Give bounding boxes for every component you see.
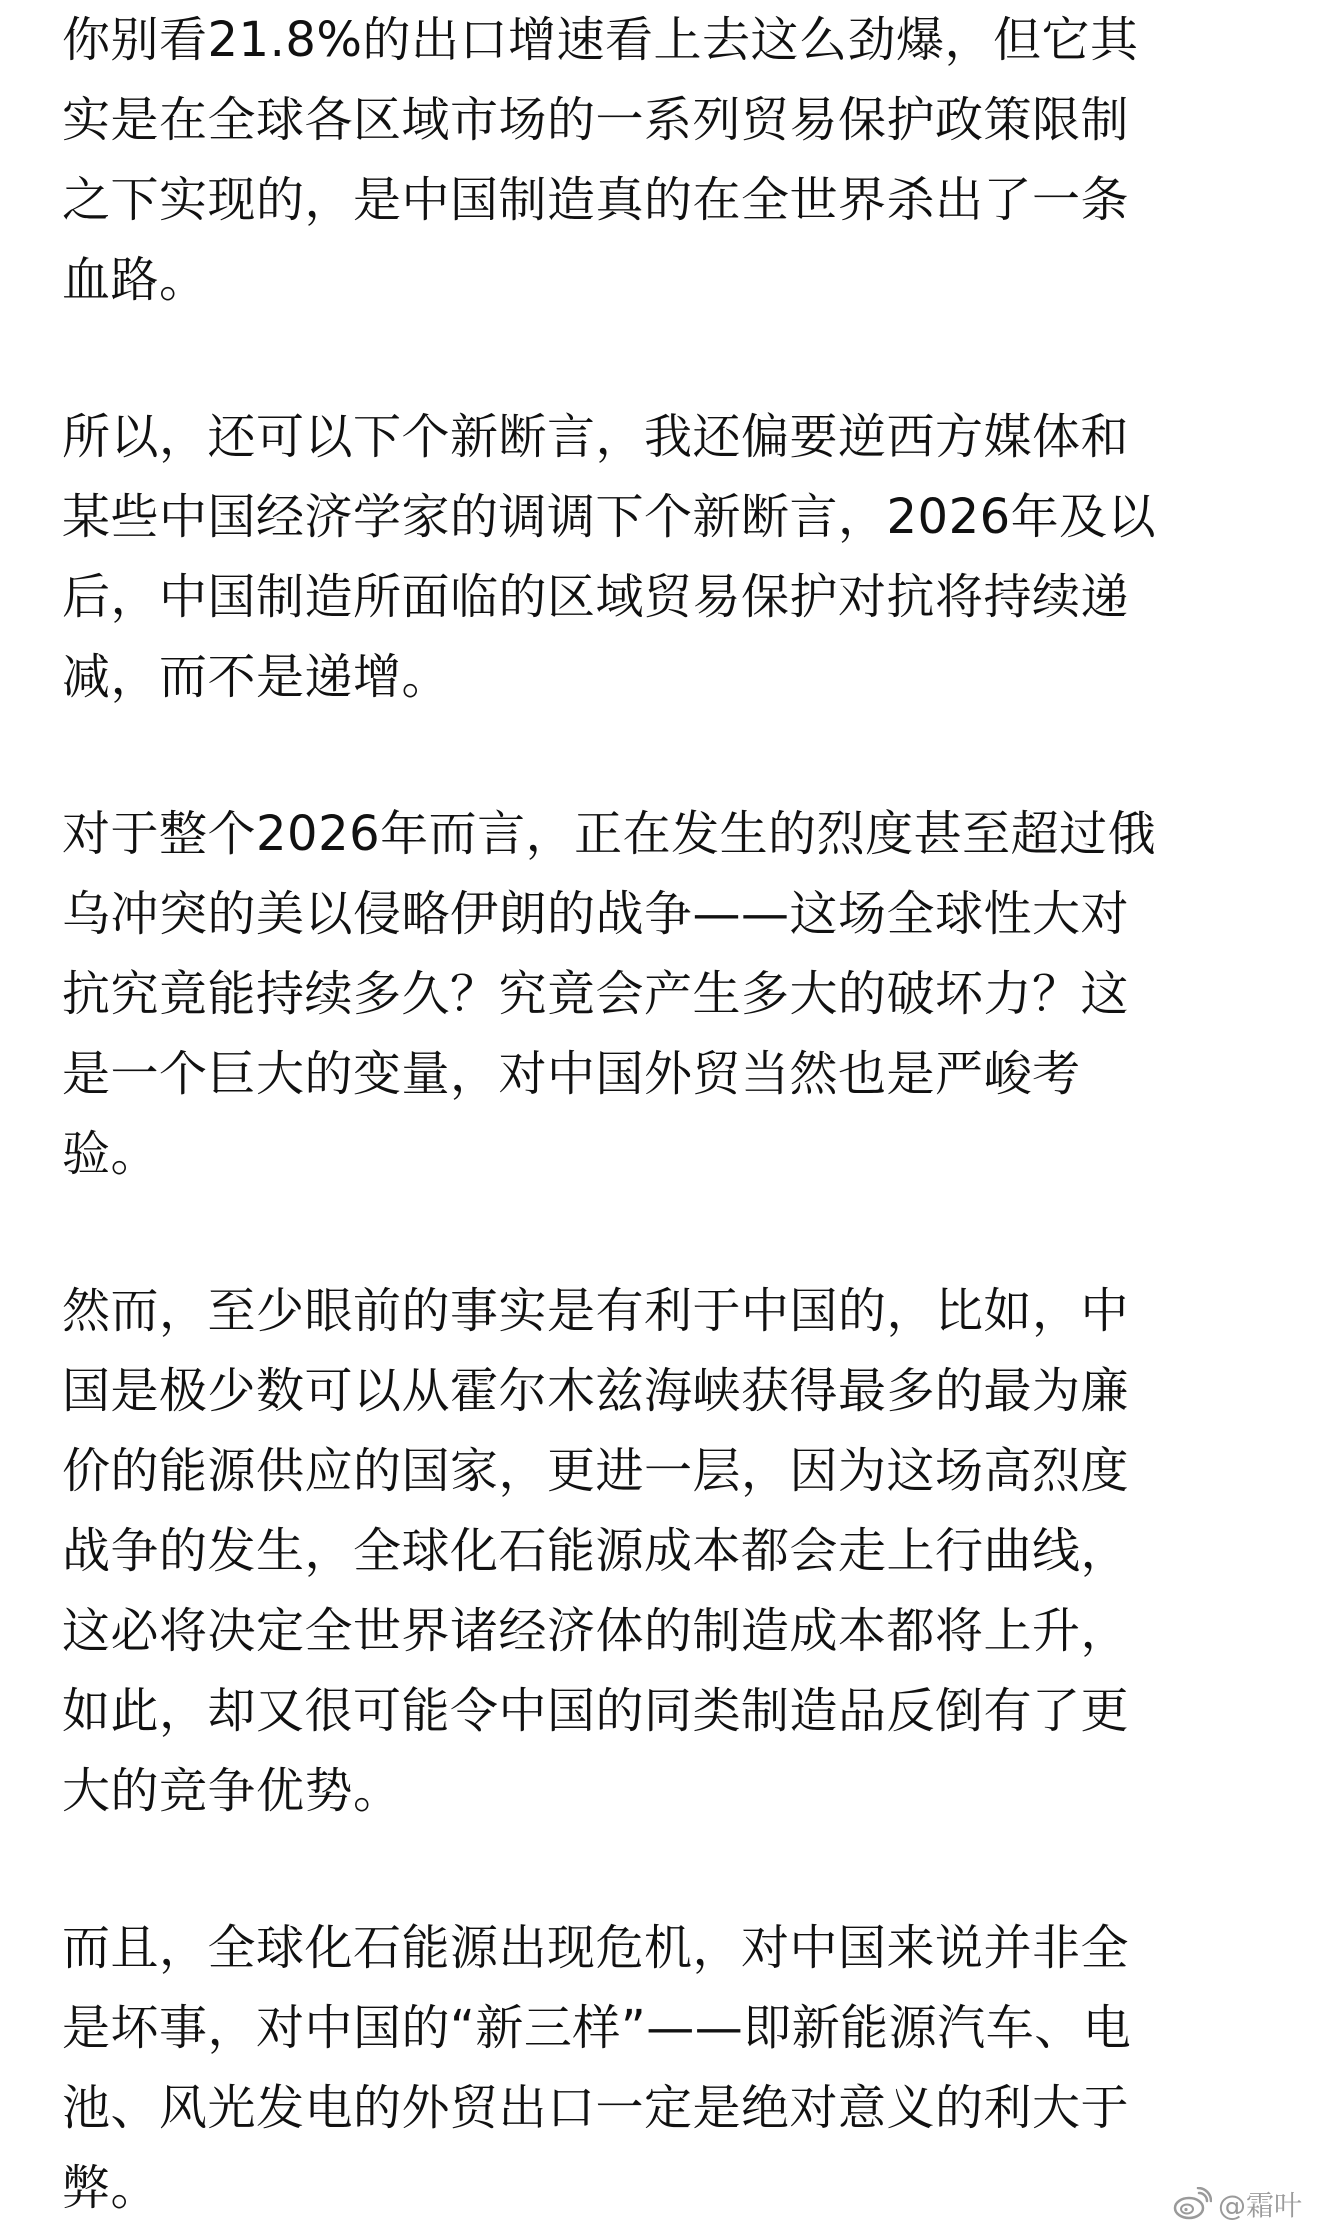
paragraph-4 bbox=[62, 1271, 1262, 1831]
text-line: 这必将决定全世界诸经济体的制造成本都将上升， bbox=[62, 1603, 1130, 1659]
weibo-watermark bbox=[1172, 2184, 1302, 2224]
text-line: 你别看21.8%的出口增速看上去这么劲爆，但它其 bbox=[62, 12, 1139, 68]
paragraph-5 bbox=[62, 1908, 1262, 2228]
text-line: 血路。 bbox=[62, 252, 208, 308]
text-line: 价的能源供应的国家，更进一层，因为这场高烈度 bbox=[62, 1443, 1130, 1499]
text-line: 战争的发生，全球化石能源成本都会走上行曲线， bbox=[62, 1523, 1130, 1579]
text-line: 而且，全球化石能源出现危机，对中国来说并非全 bbox=[62, 1920, 1130, 1976]
paragraph-3 bbox=[62, 794, 1262, 1194]
text-line: 然而，至少眼前的事实是有利于中国的，比如，中 bbox=[62, 1283, 1130, 1339]
paragraph-2 bbox=[62, 397, 1262, 717]
text-line: 验。 bbox=[62, 1126, 160, 1182]
paragraph-gap bbox=[62, 717, 1262, 794]
paragraph-gap bbox=[62, 1194, 1262, 1271]
text-line: 大的竞争优势。 bbox=[62, 1763, 402, 1819]
text-line: 所以，还可以下个新断言，我还偏要逆西方媒体和 bbox=[62, 409, 1130, 465]
text-line: 池、风光发电的外贸出口一定是绝对意义的利大于 bbox=[62, 2080, 1130, 2136]
text-line: 抗究竟能持续多久？究竟会产生多大的破坏力？这 bbox=[62, 966, 1130, 1022]
text-line: 某些中国经济学家的调调下个新断言，2026年及以 bbox=[62, 489, 1157, 545]
paragraph-gap bbox=[62, 320, 1262, 397]
text-line: 如此，却又很可能令中国的同类制造品反倒有了更 bbox=[62, 1683, 1130, 1739]
text-line: 之下实现的，是中国制造真的在全世界杀出了一条 bbox=[62, 172, 1130, 228]
text-line: 后，中国制造所面临的区域贸易保护对抗将持续递 bbox=[62, 569, 1130, 625]
article-body bbox=[62, 0, 1262, 2228]
text-line: 弊。 bbox=[62, 2160, 160, 2216]
text-line: 乌冲突的美以侵略伊朗的战争——这场全球性大对 bbox=[62, 886, 1130, 942]
text-line: 对于整个2026年而言，正在发生的烈度甚至超过俄 bbox=[62, 806, 1157, 862]
text-line: 是坏事，对中国的“新三样”——即新能源汽车、电 bbox=[62, 2000, 1132, 2056]
watermark-handle: @霜叶 bbox=[1217, 2189, 1302, 2222]
weibo-icon bbox=[1172, 2187, 1212, 2221]
paragraph-1 bbox=[62, 0, 1262, 320]
text-line: 减，而不是递增。 bbox=[62, 649, 451, 705]
text-line: 国是极少数可以从霍尔木兹海峡获得最多的最为廉 bbox=[62, 1363, 1130, 1419]
paragraph-gap bbox=[62, 1831, 1262, 1908]
text-line: 实是在全球各区域市场的一系列贸易保护政策限制 bbox=[62, 92, 1130, 148]
text-line: 是一个巨大的变量，对中国外贸当然也是严峻考 bbox=[62, 1046, 1081, 1102]
